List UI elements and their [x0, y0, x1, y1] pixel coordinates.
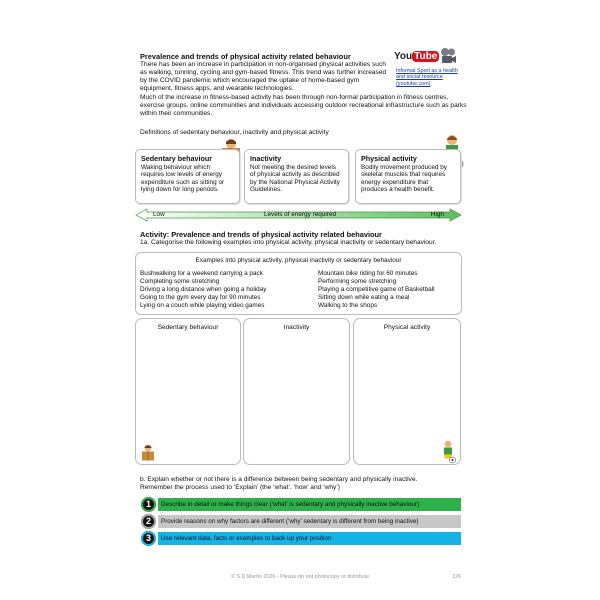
activity-instruction: 1a. Categorise the following examples into physical activity, physical inactivity or sedentary behaviour. [140, 239, 437, 246]
examples-box [135, 252, 462, 315]
definition-title: Inactivity [250, 154, 282, 163]
example-item: Mountain bike riding for 60 minutes [318, 270, 418, 277]
film-reel-icon [439, 47, 457, 65]
step-1 [141, 498, 461, 511]
example-item: Playing a competitive game of Basketball [318, 286, 435, 293]
intro-title: Prevalence and trends of physical activity related behaviour [140, 52, 351, 61]
definition-inactivity [244, 149, 349, 204]
category-label: Physical activity [383, 324, 431, 331]
category-sedentary-box[interactable] [135, 318, 241, 465]
explain-question [140, 476, 470, 492]
example-item: Bushwalking for a weekend carrying a pack [140, 270, 263, 277]
step-text: Use relevant data, facts or examples to back up your position [158, 532, 461, 545]
energy-scale-arrow [135, 208, 462, 222]
soccer-player-small-icon [440, 440, 456, 464]
energy-low-label: Low [153, 211, 165, 218]
step-number-badge: 1 [141, 497, 156, 512]
category-label: Inactivity [283, 324, 310, 331]
definitions-heading: Definitions of sedentary behaviour, inactivity and physical activity [140, 129, 329, 136]
example-item: Lying on a couch while playing video games [140, 302, 265, 309]
youtube-logo-tube: Tube [414, 51, 438, 62]
definition-title: Sedentary behaviour [141, 154, 213, 163]
category-inactivity-box[interactable] [243, 318, 350, 465]
page-number: 126 [452, 574, 461, 580]
definition-text: Bodily movement produced by skeletal muscles that requires energy expenditure that produces a health benefit. [361, 164, 447, 194]
explain-line-2: Remember the process used to ‘Explain’ (the ‘what’, ‘how’ and ‘why’) [140, 484, 340, 491]
youtube-link[interactable]: Informal Sport as a health and social resource (youtube.com) [396, 68, 458, 87]
definition-sedentary [135, 149, 240, 204]
youtube-video-link-box[interactable] [394, 47, 460, 91]
reading-figure-small-icon [140, 444, 156, 462]
step-number-badge: 3 [141, 531, 156, 546]
example-item: Performing some stretching [318, 278, 397, 285]
definition-text: Not meeting the desired levels of physical activity as described by the National Physical Activity Guidelines. [250, 164, 340, 194]
example-item: Driving a long distance when going a holiday [140, 286, 267, 293]
energy-scale-label: Levels of energy required [263, 211, 337, 218]
example-item: Going to the gym every day for 90 minutes [140, 294, 261, 301]
explain-line-1: b. Explain whether or not there is a difference between being sedentary and physically inactive. [140, 476, 418, 483]
youtube-logo-you: You [394, 51, 413, 62]
definition-text: Waking behaviour which requires low levels of energy expenditure such as sitting or lying down for long periods. [141, 164, 225, 194]
step-text: Describe in detail or make things clear (‘what’ is sedentary and physically inactive behaviour) [158, 498, 461, 511]
examples-left-column [140, 270, 310, 310]
youtube-logo[interactable] [394, 47, 438, 66]
step-2 [141, 515, 461, 528]
example-item: Sitting down while eating a meal [318, 294, 410, 301]
intro-paragraph-2: Much of the increase in fitness-based activity has been through non-formal participation in fitness centres, exercise groups, online communities and individuals accessing outdoor recreational infrastructure such as parks within their communities. [140, 94, 467, 117]
intro-paragraph-1: There has been an increase in participation in non-organised physical activities such as walking, running, cycling and gym-based fitness. This trend was further increased by the COVID pandemic which encouraged the uptake of home-based gym equipment, fitness apps, and wearable technologies. [140, 61, 387, 92]
definition-title: Physical activity [361, 154, 417, 163]
example-item: Walking to the shops [318, 302, 378, 309]
step-text: Provide reasons on why factors are different (‘why’ sedentary is different from being inactive) [158, 515, 461, 528]
step-3 [141, 532, 461, 545]
category-label: Sedentary behaviour [157, 324, 219, 331]
examples-title: Examples into physical activity, physical inactivity or sedentary behaviour [195, 257, 402, 264]
footer-copyright: © S D Martin 2026 - Please do not photocopy or distribute [230, 574, 370, 580]
example-item: Completing some stretching [140, 278, 220, 285]
examples-right-column [318, 270, 458, 310]
energy-high-label: High [430, 211, 444, 218]
step-number-badge: 2 [141, 514, 156, 529]
definition-physical-activity [355, 149, 461, 204]
activity-title: Activity: Prevalence and trends of physical activity related behaviour [140, 230, 382, 239]
